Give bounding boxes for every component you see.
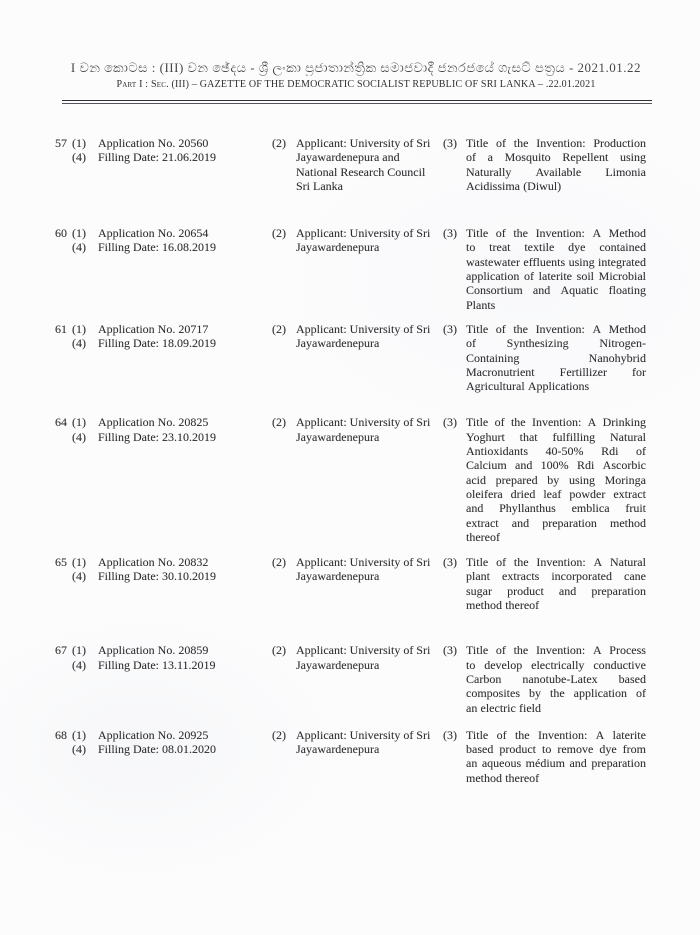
entries: [55, 136, 700, 785]
invention-title-line: Carbon nanotube-Latex based: [466, 671, 646, 686]
field-label-3: (3): [443, 727, 457, 742]
applicant: Applicant: University of Sri Jayawardenepura: [296, 555, 431, 584]
application-no: Application No. 20654: [98, 226, 209, 241]
entry-number: 64: [55, 415, 67, 430]
application-no: Application No. 20717: [98, 321, 209, 336]
applicant: Applicant: University of Sri Jayawardenepura: [296, 226, 431, 255]
sinhala-header-line: I වන කොටස : (III) වන ඡේදය - ශ්‍රී ලංකා ප්‍රජාතාන්ත්‍රික සමාජවාදී ජනරජයේ ගැසට් පත්‍රය - 2021.01.22: [70, 60, 642, 75]
filing-date: Filling Date: 13.11.2019: [98, 657, 216, 672]
invention-title: [466, 555, 646, 612]
invention-title: [466, 643, 646, 714]
field-label-2: (2): [272, 226, 286, 241]
invention-title-line: an electric field: [466, 700, 542, 715]
invention-title-line: an aqueous médium and preparation: [466, 756, 646, 771]
invention-title-line: oleifera dried leaf powder extract: [466, 486, 646, 501]
field-label-3: (3): [443, 643, 457, 658]
title-column: [443, 136, 646, 193]
title-column: [443, 226, 646, 312]
field-label-3: (3): [443, 555, 457, 570]
applicant: Applicant: University of Sri Jayawardenepura: [296, 321, 431, 351]
filing-date: Filling Date: 18.09.2019: [98, 336, 216, 351]
field-label-2: (2): [272, 727, 286, 742]
invention-title-line: Title of the Invention: A Natural: [466, 555, 646, 570]
gazette-entry: [55, 555, 700, 612]
gazette-entry: [55, 226, 700, 312]
entry-number: 57: [55, 136, 67, 150]
entry-number: 61: [55, 321, 67, 336]
filing-date: Filling Date: 23.10.2019: [98, 429, 216, 444]
invention-title-line: acid prepared by using Moringa: [466, 472, 646, 487]
gazette-entry: [55, 415, 700, 544]
field-label-4: (4): [72, 429, 86, 444]
application-no: Application No. 20825: [98, 415, 209, 430]
field-label-3: (3): [443, 136, 457, 150]
invention-title-line: Title of the Invention: A Method: [466, 226, 646, 241]
application-column: [72, 555, 272, 612]
field-label-2: (2): [272, 643, 286, 658]
invention-title-line: based product to remove dye from: [466, 742, 646, 757]
filing-date: Filling Date: 08.01.2020: [98, 742, 216, 757]
filing-date: Filling Date: 16.08.2019: [98, 240, 216, 255]
field-label-4: (4): [72, 657, 86, 672]
field-label-1: (1): [72, 136, 86, 150]
field-label-2: (2): [272, 321, 286, 336]
title-column: [443, 415, 646, 544]
english-header-line: Part I : Sec. (III) – GAZETTE OF THE DEMOCRATIC SOCIALIST REPUBLIC OF SRI LANKA – .22.01.2021: [116, 79, 596, 90]
application-no: Application No. 20560: [98, 136, 209, 150]
invention-title-line: Title of the Invention: A Process: [466, 643, 646, 658]
title-column: [443, 643, 646, 714]
field-label-1: (1): [72, 643, 86, 658]
invention-title-line: to treat textile dye contained: [466, 240, 646, 255]
applicant: Applicant: University of Sri Jayawardenepura: [296, 643, 431, 672]
invention-title-line: of Synthesizing Nitrogen-: [466, 336, 646, 351]
entry-number: 68: [55, 727, 67, 742]
field-label-4: (4): [72, 336, 86, 351]
field-label-3: (3): [443, 415, 457, 430]
invention-title-line: plant extracts incorporated cane: [466, 569, 646, 584]
invention-title-line: method thereof: [466, 770, 540, 785]
invention-title-line: application of laterite soil Microbial: [466, 269, 646, 284]
invention-title-line: Acidissima (Diwul): [466, 178, 562, 193]
invention-title: [466, 728, 646, 785]
invention-title-line: Agricultural Applications: [466, 379, 590, 394]
entry-number: 67: [55, 643, 67, 658]
title-column: [443, 555, 646, 612]
invention-title-line: and Phyllanthus emblica fruit: [466, 501, 646, 516]
application-column: [72, 136, 272, 193]
invention-title-line: Macronutrient Fertillizer for: [466, 364, 646, 379]
applicant-column: [272, 322, 443, 393]
filing-date: Filling Date: 21.06.2019: [98, 150, 216, 165]
applicant-column: [272, 643, 443, 714]
invention-title: [466, 322, 646, 393]
field-label-4: (4): [72, 240, 86, 255]
applicant: Applicant: University of Sri Jayawardenepura: [296, 415, 431, 444]
page-header: [62, 60, 650, 91]
field-label-1: (1): [72, 415, 86, 430]
field-label-1: (1): [72, 727, 86, 742]
invention-title-line: Title of the Invention: A laterite: [466, 727, 646, 742]
invention-title-line: of a Mosquito Repellent using: [466, 150, 646, 165]
applicant: Applicant: University of Sri Jayawardenepura and National Research Council Sri Lanka: [296, 136, 431, 193]
applicant-column: [272, 555, 443, 612]
application-column: [72, 415, 272, 544]
field-label-3: (3): [443, 321, 457, 336]
field-label-4: (4): [72, 742, 86, 757]
applicant-column: [272, 415, 443, 544]
applicant-column: [272, 226, 443, 312]
invention-title-line: Naturally Available Limonia: [466, 164, 646, 179]
invention-title-line: to develop electrically conductive: [466, 657, 646, 672]
application-column: [72, 322, 272, 393]
invention-title: [466, 136, 646, 193]
gazette-entry: [55, 322, 700, 393]
header-rule: [62, 100, 652, 104]
invention-title-line: thereof: [466, 529, 500, 544]
applicant-column: [272, 728, 443, 785]
invention-title-line: extract and preparation method: [466, 515, 646, 530]
invention-title-line: Plants: [466, 297, 496, 312]
title-column: [443, 322, 646, 393]
field-label-2: (2): [272, 555, 286, 570]
invention-title-line: Antioxidants 40-50% Rdi of: [466, 444, 646, 459]
invention-title-line: Calcium and 100% Rdi Ascorbic: [466, 458, 646, 473]
entry-number: 65: [55, 555, 67, 570]
application-no: Application No. 20925: [98, 727, 209, 742]
invention-title-line: wastewater effluents using integrated: [466, 254, 646, 269]
field-label-2: (2): [272, 136, 286, 150]
gazette-entry: [55, 643, 700, 714]
invention-title: [466, 415, 646, 544]
invention-title-line: Title of the Invention: A Method: [466, 321, 646, 336]
invention-title-line: method thereof: [466, 598, 540, 613]
title-column: [443, 728, 646, 785]
applicant-column: [272, 136, 443, 193]
field-label-1: (1): [72, 321, 86, 336]
invention-title-line: Title of the Invention: A Drinking: [466, 415, 646, 430]
application-no: Application No. 20832: [98, 555, 209, 570]
invention-title-line: Consortium and Aquatic floating: [466, 283, 646, 298]
invention-title-line: Yoghurt that fulfilling Natural: [466, 429, 646, 444]
application-column: [72, 226, 272, 312]
field-label-2: (2): [272, 415, 286, 430]
field-label-1: (1): [72, 555, 86, 570]
invention-title-line: Title of the Invention: Production: [466, 136, 646, 150]
field-label-3: (3): [443, 226, 457, 241]
gazette-entry: [55, 136, 700, 193]
field-label-4: (4): [72, 569, 86, 584]
field-label-1: (1): [72, 226, 86, 241]
application-no: Application No. 20859: [98, 643, 209, 658]
field-label-4: (4): [72, 150, 86, 165]
entry-number: 60: [55, 226, 67, 241]
application-column: [72, 728, 272, 785]
invention-title-line: Containing Nanohybrid: [466, 350, 646, 365]
invention-title-line: composites by the application of: [466, 686, 646, 701]
application-column: [72, 643, 272, 714]
invention-title: [466, 226, 646, 312]
applicant: Applicant: University of Sri Jayawardenepura: [296, 727, 431, 757]
gazette-entry: [55, 728, 700, 785]
filing-date: Filling Date: 30.10.2019: [98, 569, 216, 584]
invention-title-line: sugar product and preparation: [466, 583, 646, 598]
